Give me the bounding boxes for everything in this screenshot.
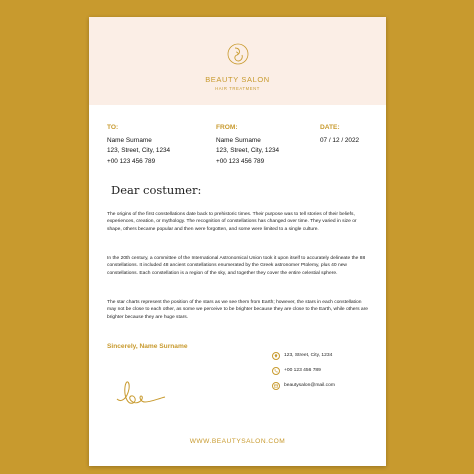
salon-logo-icon — [227, 43, 249, 65]
contact-phone-text: +00 123 456 789 — [284, 368, 321, 373]
email-icon — [272, 382, 280, 390]
to-block — [107, 123, 170, 167]
contact-email — [284, 381, 335, 391]
to-name: Name Surname — [107, 136, 152, 144]
brand-tagline: HAIR TREATMENT — [215, 86, 260, 91]
paragraph-3: The star charts represent the position of the stars as we see them from Earth; however, the stars in each constellation may not be close to each other, as some we perceive to be brighter because they are close to the Earth, while others are brighter because they are huge stars. — [107, 300, 368, 320]
paragraph-1: The origins of the first constellations date back to prehistoric times. Their purpose was to tell stories of their beliefs, experiences, creation, or mythology. The recognition of constellations has changed over time. They varied in size or shape, others became popular and then were forgotten, and some were limited to a single culture. — [107, 212, 357, 232]
date-block — [320, 123, 359, 146]
brand-name: BEAUTY SALON — [205, 75, 270, 84]
phone-icon — [272, 367, 280, 375]
signature-icon — [113, 369, 169, 409]
contact-address-text: 123, Street, City, 1234 — [284, 353, 333, 358]
contact-email-text: beautysalon@mail.com — [284, 383, 335, 388]
to-phone: +00 123 456 789 — [107, 157, 156, 165]
date-label: DATE: — [320, 124, 340, 131]
letterhead-page — [89, 17, 386, 466]
to-label: TO: — [107, 124, 119, 131]
from-phone: +00 123 456 789 — [216, 157, 265, 165]
greeting: Dear costumer: — [111, 183, 202, 197]
header-band — [89, 17, 386, 105]
website-footer[interactable]: WWW.BEAUTYSALON.COM — [189, 438, 286, 445]
contact-address — [284, 351, 332, 361]
paragraph-2: In the 20th century, a committee of the International Astronomical Union took it upon itself to accurately delineate the 88 constellations. It included 48 ancient constellations enumerated by the Greek astronomer Ptolemy, plus 40 new constellations. Each constellation is a region of the sky, and together they cover the entire celestial sphere. — [107, 256, 366, 276]
from-name: Name Surname — [216, 136, 261, 144]
from-label: FROM: — [216, 124, 238, 131]
contact-phone — [284, 366, 321, 376]
to-address: 123, Street, City, 1234 — [107, 147, 171, 154]
from-block — [216, 123, 279, 167]
location-icon — [272, 352, 280, 360]
date-value: 07 / 12 / 2022 — [320, 136, 360, 144]
closing: Sincerely, Name Surname — [107, 343, 188, 350]
from-address: 123, Street, City, 1234 — [216, 147, 280, 154]
